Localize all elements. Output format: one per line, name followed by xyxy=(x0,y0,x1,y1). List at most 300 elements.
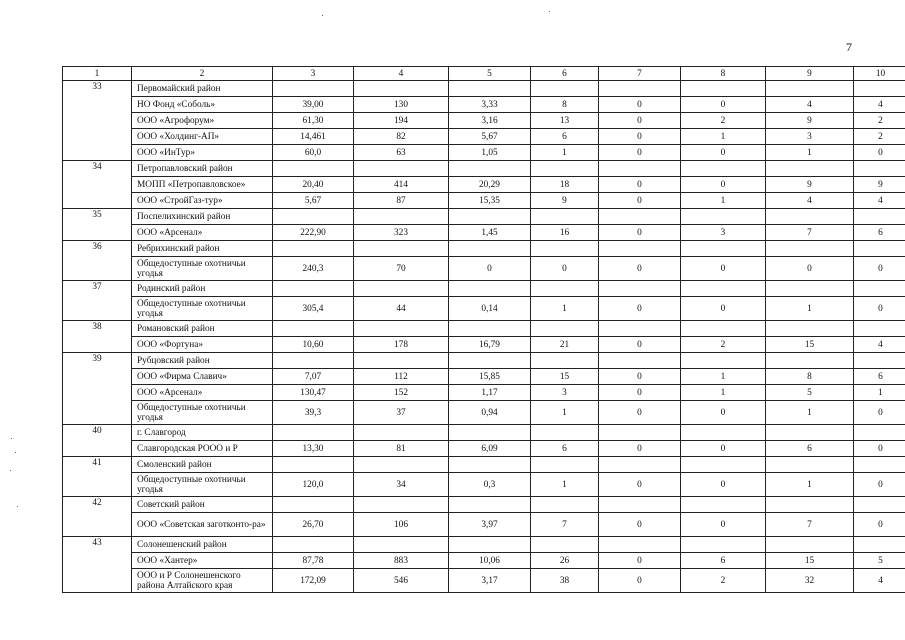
row-number: 41 xyxy=(63,457,132,497)
value-col-3: 222,90 xyxy=(273,225,354,241)
empty-cell xyxy=(531,497,599,513)
value-col-9: 8 xyxy=(766,369,854,385)
empty-cell xyxy=(354,81,449,97)
district-name: Первомайский район xyxy=(132,81,273,97)
district-name: г. Славгород xyxy=(132,425,273,441)
empty-cell xyxy=(681,209,766,225)
page-number: 7 xyxy=(846,40,852,54)
value-col-9: 15 xyxy=(766,553,854,569)
empty-cell xyxy=(531,161,599,177)
value-col-5: 0 xyxy=(449,257,531,281)
empty-cell xyxy=(681,537,766,553)
empty-cell xyxy=(599,241,681,257)
value-col-5: 10,06 xyxy=(449,553,531,569)
empty-cell xyxy=(449,281,531,297)
empty-cell xyxy=(449,353,531,369)
value-col-9: 6 xyxy=(766,441,854,457)
organization-name: Общедоступные охотничьи угодья xyxy=(132,297,273,321)
value-col-8: 2 xyxy=(681,113,766,129)
district-row xyxy=(63,241,905,257)
table-row xyxy=(63,337,905,353)
value-col-4: 414 xyxy=(354,177,449,193)
empty-cell xyxy=(766,209,854,225)
empty-cell xyxy=(354,321,449,337)
value-col-9: 9 xyxy=(766,113,854,129)
value-col-10: 0 xyxy=(854,297,905,321)
scan-speck xyxy=(17,506,18,507)
empty-cell xyxy=(531,209,599,225)
value-col-8: 0 xyxy=(681,297,766,321)
table-row xyxy=(63,297,905,321)
empty-cell xyxy=(273,353,354,369)
row-number: 35 xyxy=(63,209,132,241)
scan-speck xyxy=(10,470,11,471)
value-col-6: 1 xyxy=(531,297,599,321)
value-col-6: 3 xyxy=(531,385,599,401)
value-col-4: 178 xyxy=(354,337,449,353)
empty-cell xyxy=(766,353,854,369)
empty-cell xyxy=(854,81,905,97)
empty-cell xyxy=(354,209,449,225)
value-col-4: 152 xyxy=(354,385,449,401)
value-col-8: 0 xyxy=(681,145,766,161)
empty-cell xyxy=(354,161,449,177)
value-col-7: 0 xyxy=(599,193,681,209)
empty-cell xyxy=(854,425,905,441)
value-col-3: 20,40 xyxy=(273,177,354,193)
row-number: 33 xyxy=(63,81,132,161)
row-number: 39 xyxy=(63,353,132,425)
value-col-5: 3,17 xyxy=(449,569,531,593)
empty-cell xyxy=(273,281,354,297)
value-col-7: 0 xyxy=(599,177,681,193)
value-col-3: 7,07 xyxy=(273,369,354,385)
value-col-7: 0 xyxy=(599,369,681,385)
empty-cell xyxy=(599,209,681,225)
empty-cell xyxy=(681,241,766,257)
value-col-4: 70 xyxy=(354,257,449,281)
empty-cell xyxy=(681,321,766,337)
empty-cell xyxy=(354,425,449,441)
value-col-9: 7 xyxy=(766,225,854,241)
empty-cell xyxy=(531,81,599,97)
empty-cell xyxy=(531,457,599,473)
value-col-3: 10,60 xyxy=(273,337,354,353)
value-col-8: 0 xyxy=(681,97,766,113)
row-number: 40 xyxy=(63,425,132,457)
table-row xyxy=(63,257,905,281)
value-col-7: 0 xyxy=(599,297,681,321)
value-col-10: 0 xyxy=(854,473,905,497)
district-name: Романовский район xyxy=(132,321,273,337)
value-col-4: 63 xyxy=(354,145,449,161)
value-col-5: 3,97 xyxy=(449,513,531,537)
value-col-5: 16,79 xyxy=(449,337,531,353)
empty-cell xyxy=(766,81,854,97)
value-col-5: 5,67 xyxy=(449,129,531,145)
value-col-9: 3 xyxy=(766,129,854,145)
value-col-8: 0 xyxy=(681,473,766,497)
empty-cell xyxy=(681,161,766,177)
empty-cell xyxy=(449,241,531,257)
empty-cell xyxy=(531,353,599,369)
empty-cell xyxy=(273,209,354,225)
header-cell-5: 5 xyxy=(449,67,531,81)
value-col-7: 0 xyxy=(599,473,681,497)
empty-cell xyxy=(766,425,854,441)
value-col-8: 0 xyxy=(681,513,766,537)
value-col-5: 15,85 xyxy=(449,369,531,385)
value-col-10: 0 xyxy=(854,257,905,281)
district-row xyxy=(63,497,905,513)
organization-name: ООО «Советская заготконто-ра» xyxy=(132,513,273,537)
empty-cell xyxy=(681,281,766,297)
value-col-10: 2 xyxy=(854,113,905,129)
empty-cell xyxy=(599,537,681,553)
district-name: Советский район xyxy=(132,497,273,513)
value-col-10: 0 xyxy=(854,401,905,425)
value-col-5: 1,45 xyxy=(449,225,531,241)
value-col-8: 2 xyxy=(681,569,766,593)
value-col-8: 0 xyxy=(681,401,766,425)
value-col-9: 15 xyxy=(766,337,854,353)
table-row xyxy=(63,113,905,129)
district-row xyxy=(63,353,905,369)
empty-cell xyxy=(449,425,531,441)
value-col-4: 883 xyxy=(354,553,449,569)
table-row xyxy=(63,145,905,161)
value-col-4: 194 xyxy=(354,113,449,129)
header-cell-8: 8 xyxy=(681,67,766,81)
organization-name: ООО «Фортуна» xyxy=(132,337,273,353)
value-col-8: 1 xyxy=(681,193,766,209)
empty-cell xyxy=(449,161,531,177)
value-col-4: 112 xyxy=(354,369,449,385)
value-col-5: 0,94 xyxy=(449,401,531,425)
organization-name: ООО «СтройГаз-тур» xyxy=(132,193,273,209)
value-col-8: 1 xyxy=(681,129,766,145)
empty-cell xyxy=(449,497,531,513)
value-col-3: 13,30 xyxy=(273,441,354,457)
empty-cell xyxy=(531,537,599,553)
empty-cell xyxy=(273,321,354,337)
value-col-8: 0 xyxy=(681,257,766,281)
value-col-3: 39,00 xyxy=(273,97,354,113)
empty-cell xyxy=(766,457,854,473)
empty-cell xyxy=(599,353,681,369)
empty-cell xyxy=(354,281,449,297)
empty-cell xyxy=(273,81,354,97)
value-col-7: 0 xyxy=(599,337,681,353)
value-col-3: 240,3 xyxy=(273,257,354,281)
header-cell-4: 4 xyxy=(354,67,449,81)
value-col-5: 15,35 xyxy=(449,193,531,209)
value-col-7: 0 xyxy=(599,145,681,161)
value-col-8: 0 xyxy=(681,441,766,457)
empty-cell xyxy=(599,457,681,473)
row-number: 42 xyxy=(63,497,132,537)
header-cell-3: 3 xyxy=(273,67,354,81)
empty-cell xyxy=(531,241,599,257)
district-row xyxy=(63,161,905,177)
empty-cell xyxy=(766,321,854,337)
value-col-9: 1 xyxy=(766,297,854,321)
value-col-3: 172,09 xyxy=(273,569,354,593)
value-col-4: 34 xyxy=(354,473,449,497)
value-col-6: 1 xyxy=(531,473,599,497)
value-col-4: 546 xyxy=(354,569,449,593)
value-col-5: 0,3 xyxy=(449,473,531,497)
empty-cell xyxy=(854,353,905,369)
value-col-9: 5 xyxy=(766,385,854,401)
empty-cell xyxy=(599,497,681,513)
organization-name: МОПП «Петропавловское» xyxy=(132,177,273,193)
organization-name: ООО «Агрофорум» xyxy=(132,113,273,129)
value-col-3: 39,3 xyxy=(273,401,354,425)
empty-cell xyxy=(531,321,599,337)
value-col-8: 0 xyxy=(681,177,766,193)
empty-cell xyxy=(273,457,354,473)
value-col-5: 0,14 xyxy=(449,297,531,321)
table-body xyxy=(63,67,905,593)
value-col-6: 7 xyxy=(531,513,599,537)
row-number: 36 xyxy=(63,241,132,281)
value-col-6: 6 xyxy=(531,129,599,145)
table-row xyxy=(63,401,905,425)
value-col-10: 4 xyxy=(854,193,905,209)
value-col-5: 3,16 xyxy=(449,113,531,129)
value-col-10: 6 xyxy=(854,369,905,385)
district-row xyxy=(63,537,905,553)
value-col-9: 4 xyxy=(766,193,854,209)
scan-speck xyxy=(11,438,12,439)
header-cell-2: 2 xyxy=(132,67,273,81)
table-row xyxy=(63,441,905,457)
value-col-10: 4 xyxy=(854,337,905,353)
value-col-10: 0 xyxy=(854,145,905,161)
value-col-7: 0 xyxy=(599,225,681,241)
value-col-10: 5 xyxy=(854,553,905,569)
value-col-4: 323 xyxy=(354,225,449,241)
value-col-7: 0 xyxy=(599,257,681,281)
value-col-4: 44 xyxy=(354,297,449,321)
value-col-6: 6 xyxy=(531,441,599,457)
header-cell-10: 10 xyxy=(854,67,905,81)
row-number: 38 xyxy=(63,321,132,353)
value-col-10: 6 xyxy=(854,225,905,241)
organization-name: Общедоступные охотничьи угодья xyxy=(132,401,273,425)
table-row xyxy=(63,193,905,209)
hunting-grounds-table xyxy=(62,66,905,593)
header-cell-6: 6 xyxy=(531,67,599,81)
value-col-3: 130,47 xyxy=(273,385,354,401)
empty-cell xyxy=(854,241,905,257)
value-col-3: 60,0 xyxy=(273,145,354,161)
value-col-3: 305,4 xyxy=(273,297,354,321)
empty-cell xyxy=(854,209,905,225)
value-col-6: 9 xyxy=(531,193,599,209)
header-cell-7: 7 xyxy=(599,67,681,81)
value-col-10: 2 xyxy=(854,129,905,145)
empty-cell xyxy=(449,81,531,97)
table-row xyxy=(63,129,905,145)
value-col-3: 26,70 xyxy=(273,513,354,537)
district-row xyxy=(63,281,905,297)
value-col-7: 0 xyxy=(599,513,681,537)
empty-cell xyxy=(854,161,905,177)
value-col-9: 1 xyxy=(766,473,854,497)
value-col-4: 37 xyxy=(354,401,449,425)
organization-name: ООО «Холдинг-АП» xyxy=(132,129,273,145)
value-col-5: 6,09 xyxy=(449,441,531,457)
value-col-3: 14,461 xyxy=(273,129,354,145)
district-name: Солонешенский район xyxy=(132,537,273,553)
row-number: 37 xyxy=(63,281,132,321)
value-col-6: 18 xyxy=(531,177,599,193)
value-col-7: 0 xyxy=(599,553,681,569)
district-row xyxy=(63,81,905,97)
district-row xyxy=(63,457,905,473)
empty-cell xyxy=(599,81,681,97)
district-row xyxy=(63,425,905,441)
empty-cell xyxy=(766,497,854,513)
value-col-6: 15 xyxy=(531,369,599,385)
empty-cell xyxy=(273,241,354,257)
table-row xyxy=(63,385,905,401)
value-col-8: 3 xyxy=(681,225,766,241)
value-col-8: 1 xyxy=(681,369,766,385)
value-col-7: 0 xyxy=(599,569,681,593)
value-col-7: 0 xyxy=(599,113,681,129)
value-col-3: 120,0 xyxy=(273,473,354,497)
value-col-5: 3,33 xyxy=(449,97,531,113)
table-row xyxy=(63,177,905,193)
value-col-6: 8 xyxy=(531,97,599,113)
empty-cell xyxy=(599,321,681,337)
empty-cell xyxy=(854,281,905,297)
organization-name: Общедоступные охотничьи угодья xyxy=(132,257,273,281)
value-col-5: 1,05 xyxy=(449,145,531,161)
value-col-6: 21 xyxy=(531,337,599,353)
table-row xyxy=(63,569,905,593)
district-name: Родинский район xyxy=(132,281,273,297)
scan-speck xyxy=(15,452,16,453)
district-row xyxy=(63,321,905,337)
organization-name: ООО «Арсенал» xyxy=(132,385,273,401)
empty-cell xyxy=(449,321,531,337)
district-name: Рубцовский район xyxy=(132,353,273,369)
empty-cell xyxy=(354,537,449,553)
value-col-8: 6 xyxy=(681,553,766,569)
header-cell-1: 1 xyxy=(63,67,132,81)
empty-cell xyxy=(681,425,766,441)
empty-cell xyxy=(766,281,854,297)
value-col-4: 81 xyxy=(354,441,449,457)
value-col-7: 0 xyxy=(599,385,681,401)
table-row xyxy=(63,473,905,497)
value-col-10: 0 xyxy=(854,513,905,537)
value-col-7: 0 xyxy=(599,97,681,113)
header-cell-9: 9 xyxy=(766,67,854,81)
scan-speck xyxy=(322,15,323,16)
empty-cell xyxy=(681,353,766,369)
value-col-9: 32 xyxy=(766,569,854,593)
organization-name: ООО «Хантер» xyxy=(132,553,273,569)
value-col-10: 0 xyxy=(854,441,905,457)
empty-cell xyxy=(599,281,681,297)
organization-name: ООО и Р Солонешенского района Алтайского края xyxy=(132,569,273,593)
empty-cell xyxy=(766,161,854,177)
value-col-9: 0 xyxy=(766,257,854,281)
organization-name: ООО «Арсенал» xyxy=(132,225,273,241)
value-col-6: 13 xyxy=(531,113,599,129)
value-col-3: 61,30 xyxy=(273,113,354,129)
value-col-9: 1 xyxy=(766,401,854,425)
table-row xyxy=(63,97,905,113)
empty-cell xyxy=(449,457,531,473)
value-col-5: 1,17 xyxy=(449,385,531,401)
row-number: 34 xyxy=(63,161,132,209)
value-col-10: 1 xyxy=(854,385,905,401)
district-row xyxy=(63,209,905,225)
header-row xyxy=(63,67,905,81)
empty-cell xyxy=(766,537,854,553)
value-col-4: 87 xyxy=(354,193,449,209)
empty-cell xyxy=(273,497,354,513)
empty-cell xyxy=(354,497,449,513)
table-row xyxy=(63,369,905,385)
value-col-10: 4 xyxy=(854,97,905,113)
organization-name: Общедоступные охотничьи угодья xyxy=(132,473,273,497)
value-col-4: 82 xyxy=(354,129,449,145)
value-col-5: 20,29 xyxy=(449,177,531,193)
organization-name: ООО «ИнТур» xyxy=(132,145,273,161)
district-name: Петропавловский район xyxy=(132,161,273,177)
empty-cell xyxy=(599,425,681,441)
scan-speck xyxy=(549,11,550,12)
empty-cell xyxy=(599,161,681,177)
empty-cell xyxy=(354,457,449,473)
empty-cell xyxy=(854,537,905,553)
empty-cell xyxy=(273,537,354,553)
value-col-6: 16 xyxy=(531,225,599,241)
value-col-10: 4 xyxy=(854,569,905,593)
value-col-7: 0 xyxy=(599,401,681,425)
empty-cell xyxy=(273,161,354,177)
empty-cell xyxy=(449,209,531,225)
value-col-3: 87,78 xyxy=(273,553,354,569)
value-col-3: 5,67 xyxy=(273,193,354,209)
value-col-7: 0 xyxy=(599,441,681,457)
empty-cell xyxy=(681,81,766,97)
empty-cell xyxy=(354,241,449,257)
value-col-9: 7 xyxy=(766,513,854,537)
empty-cell xyxy=(449,537,531,553)
organization-name: Славгородская РООО и Р xyxy=(132,441,273,457)
empty-cell xyxy=(854,321,905,337)
value-col-8: 2 xyxy=(681,337,766,353)
empty-cell xyxy=(854,497,905,513)
row-number: 43 xyxy=(63,537,132,593)
value-col-9: 4 xyxy=(766,97,854,113)
empty-cell xyxy=(854,457,905,473)
table-row xyxy=(63,513,905,537)
district-name: Смоленский район xyxy=(132,457,273,473)
organization-name: НО Фонд «Соболь» xyxy=(132,97,273,113)
value-col-6: 38 xyxy=(531,569,599,593)
value-col-9: 1 xyxy=(766,145,854,161)
empty-cell xyxy=(681,497,766,513)
